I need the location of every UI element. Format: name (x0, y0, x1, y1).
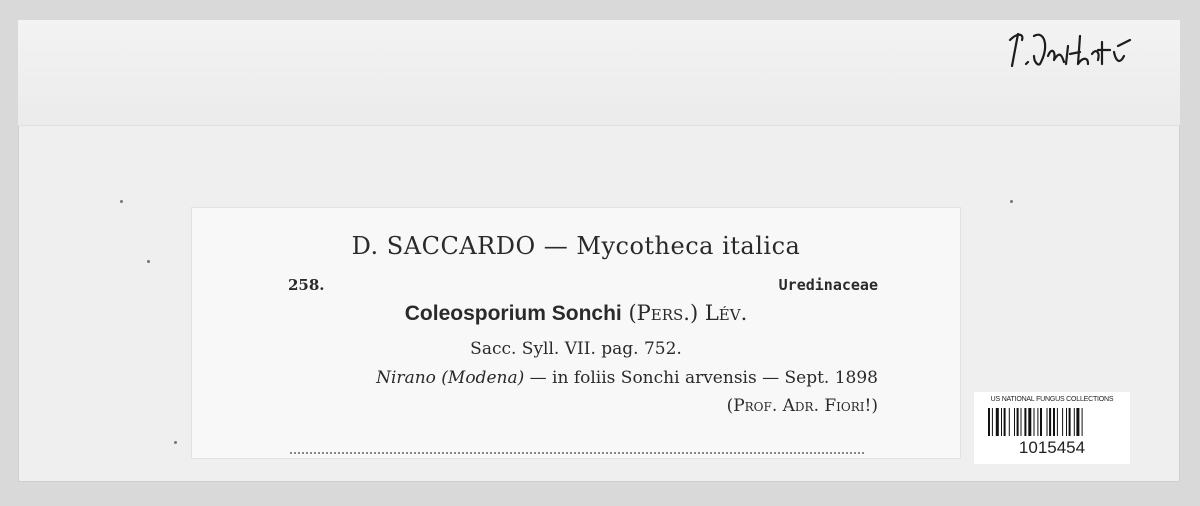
barcode-title: US NATIONAL FUNGUS COLLECTIONS (990, 396, 1114, 403)
species-name (192, 301, 960, 326)
locality-line (376, 368, 878, 388)
locality-details: — in foliis Sonchi arvensis — Sept. 1898 (529, 368, 878, 388)
locality-place: Nirano (Modena) (376, 368, 525, 388)
barcode-label (974, 392, 1130, 464)
species-author: (Pers.) Lév. (628, 301, 748, 325)
dotted-rule (290, 452, 864, 454)
barcode-bars (988, 408, 1116, 436)
specimen-number: 258. (288, 276, 325, 294)
speck (147, 260, 150, 263)
barcode-number: 1015454 (1018, 438, 1086, 457)
label-title: D. SACCARDO — Mycotheca italica (351, 232, 801, 260)
family-name: Uredinaceae (778, 276, 878, 294)
specimen-label (192, 208, 960, 458)
handwritten-signature (1004, 26, 1144, 76)
speck (120, 200, 123, 203)
collector: (Prof. Adr. Fiori!) (726, 396, 878, 416)
species-binomial: Coleosporium Sonchi (404, 302, 622, 325)
literature-reference: Sacc. Syll. VII. pag. 752. (470, 339, 682, 359)
speck (174, 441, 177, 444)
speck (1010, 200, 1013, 203)
